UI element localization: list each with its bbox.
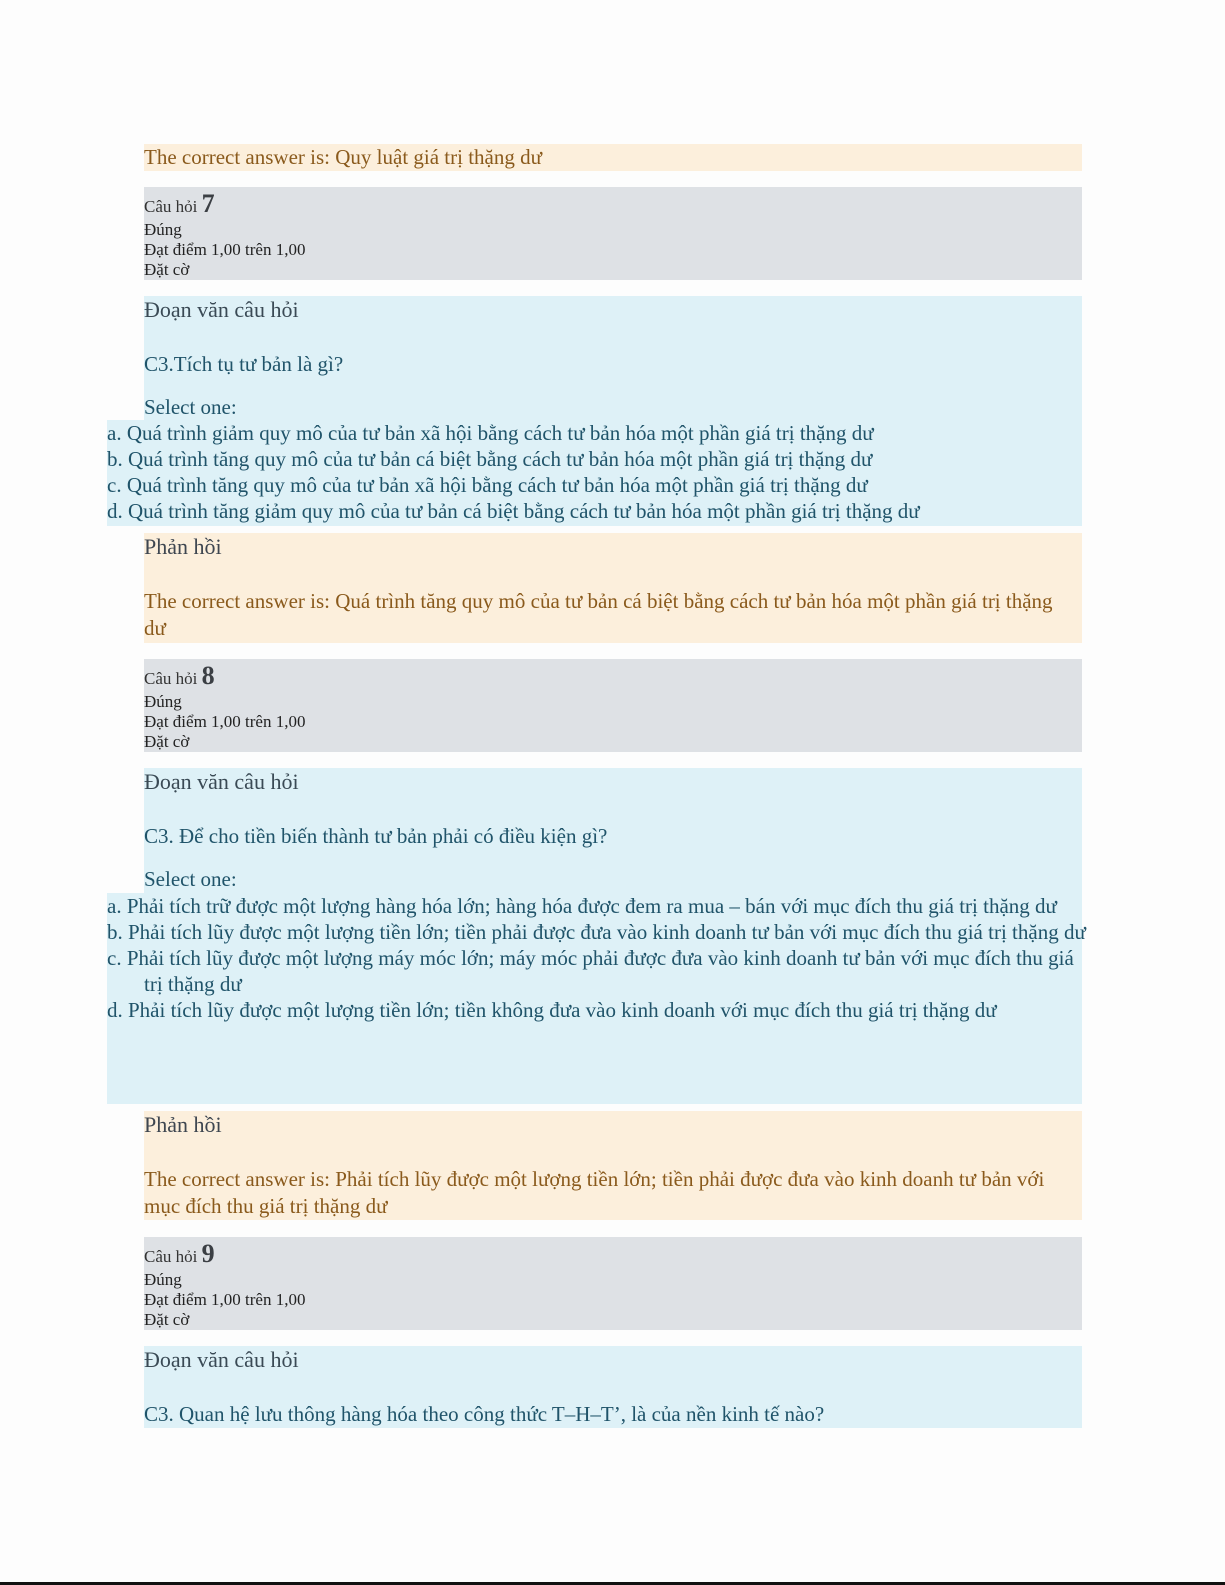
question-text-heading: Đoạn văn câu hỏi [144, 769, 299, 794]
answer-option[interactable]: d. Phải tích lũy được một lượng tiền lớn; tiền không đưa vào kinh doanh với mục đích thu giá trị thặng dư [107, 998, 997, 1022]
question-number: 8 [201, 661, 215, 690]
question-info-7 [144, 187, 1082, 280]
question-text-7 [144, 296, 1082, 420]
question-info-9 [144, 1237, 1082, 1330]
question-status: Đúng [144, 692, 182, 711]
feedback-8 [144, 1111, 1082, 1220]
answer-option[interactable]: d. Quá trình tăng giảm quy mô của tư bản cá biệt bằng cách tư bản hóa một phần giá trị thặng dư [107, 499, 920, 523]
question-text-8 [144, 768, 1082, 896]
feedback-text: The correct answer is: Quá trình tăng quy mô của tư bản cá biệt bằng cách tư bản hóa một phần giá trị thặng dư [144, 589, 1053, 640]
flag-question-link[interactable]: Đặt cờ [144, 1310, 190, 1329]
question-number: 9 [201, 1239, 215, 1268]
question-score: Đạt điểm 1,00 trên 1,00 [144, 240, 306, 259]
question-prompt: C3.Tích tụ tư bản là gì? [144, 352, 344, 376]
answer-option[interactable]: a. Phải tích trữ được một lượng hàng hóa lớn; hàng hóa được đem ra mua – bán với mục đích thu giá trị thặng dư [107, 894, 1057, 918]
feedback-text: The correct answer is: Phải tích lũy được một lượng tiền lớn; tiền phải được đưa vào kinh doanh tư bản với mục đích thu giá trị thặng dư [144, 1167, 1045, 1218]
question-label: Câu hỏi [144, 197, 198, 216]
question-label: Câu hỏi [144, 669, 198, 688]
answer-options-7 [107, 420, 1082, 526]
question-score: Đạt điểm 1,00 trên 1,00 [144, 712, 306, 731]
question-text-heading: Đoạn văn câu hỏi [144, 1347, 299, 1372]
flag-question-link[interactable]: Đặt cờ [144, 260, 190, 279]
answer-option[interactable]: c. Phải tích lũy được một lượng máy móc lớn; máy móc phải được đưa vào kinh doanh tư bản với mục đích thu giá trị thặng dư [107, 946, 1074, 996]
answer-options-8 [107, 893, 1086, 1104]
correct-answer-text: The correct answer is: Quy luật giá trị thặng dư [144, 145, 543, 169]
correct-answer-banner [144, 144, 1082, 171]
answer-option[interactable]: a. Quá trình giảm quy mô của tư bản xã hội bằng cách tư bản hóa một phần giá trị thặng dư [107, 421, 874, 445]
feedback-heading: Phản hồi [144, 1112, 222, 1137]
feedback-7 [144, 533, 1082, 643]
answer-option[interactable]: b. Quá trình tăng quy mô của tư bản cá biệt bằng cách tư bản hóa một phần giá trị thặng dư [107, 447, 873, 471]
answer-option[interactable]: b. Phải tích lũy được một lượng tiền lớn; tiền phải được đưa vào kinh doanh tư bản với mục đích thu giá trị thặng dư [107, 920, 1086, 944]
question-prompt: C3. Quan hệ lưu thông hàng hóa theo công thức T–H–T’, là của nền kinh tế nào? [144, 1402, 825, 1426]
question-label: Câu hỏi [144, 1247, 198, 1266]
question-score: Đạt điểm 1,00 trên 1,00 [144, 1290, 306, 1309]
question-status: Đúng [144, 220, 182, 239]
question-info-8 [144, 659, 1082, 752]
feedback-heading: Phản hồi [144, 534, 222, 559]
select-one-label: Select one: [144, 395, 237, 419]
question-text-heading: Đoạn văn câu hỏi [144, 297, 299, 322]
question-status: Đúng [144, 1270, 182, 1289]
answer-option[interactable]: c. Quá trình tăng quy mô của tư bản xã hội bằng cách tư bản hóa một phần giá trị thặng dư [107, 473, 868, 497]
question-number: 7 [201, 189, 215, 218]
question-text-9 [144, 1346, 1082, 1428]
flag-question-link[interactable]: Đặt cờ [144, 732, 190, 751]
question-prompt: C3. Để cho tiền biến thành tư bản phải có điều kiện gì? [144, 824, 608, 848]
select-one-label: Select one: [144, 867, 237, 891]
